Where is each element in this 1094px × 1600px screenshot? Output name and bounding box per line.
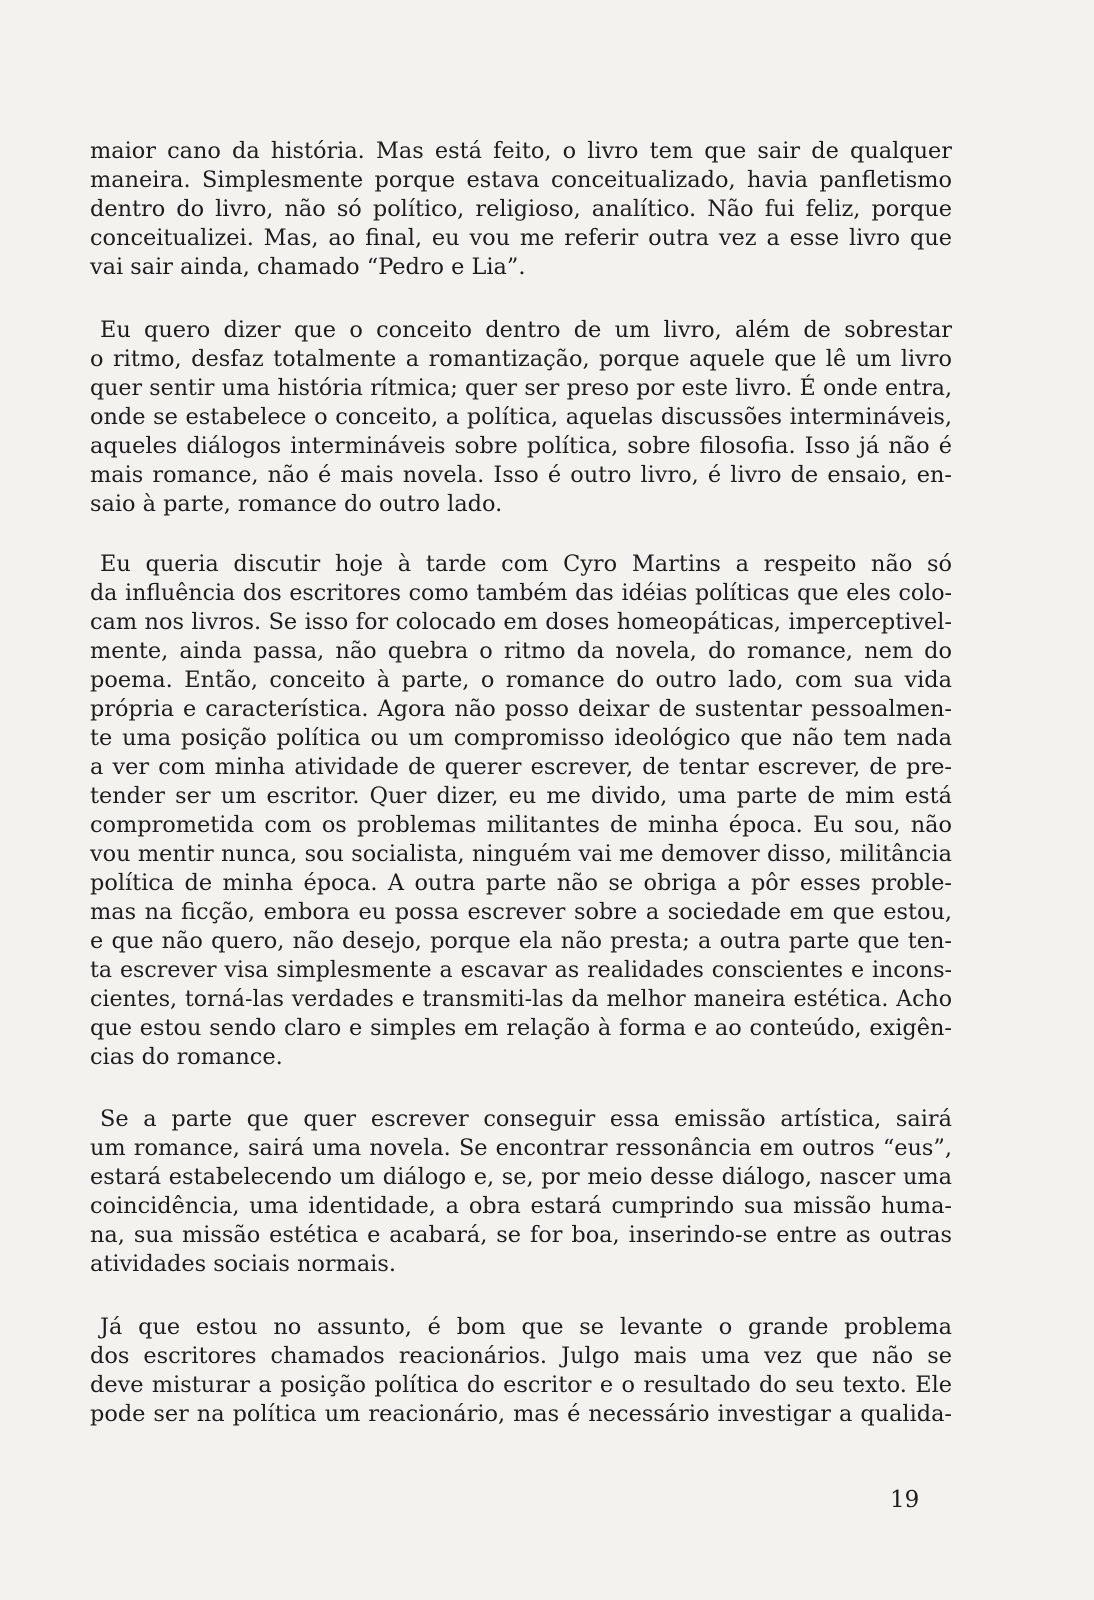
text-line: dos escritores chamados reacionários. Julgo mais uma vez que não se <box>90 1343 952 1369</box>
text-line: e que não quero, não desejo, porque ela não presta; a outra parte que ten- <box>90 928 952 954</box>
text-line: deve misturar a posição política do escritor e o resultado do seu texto. Ele <box>90 1372 952 1398</box>
text-line: vou mentir nunca, sou socialista, ninguém vai me demover disso, militância <box>90 841 952 867</box>
text-line: quer sentir uma história rítmica; quer ser preso por este livro. É onde entra, <box>90 375 952 401</box>
text-line: poema. Então, conceito à parte, o romance do outro lado, com sua vida <box>90 667 952 693</box>
text-line: Se a parte que quer escrever conseguir essa emissão artística, sairá <box>100 1106 952 1132</box>
text-line: vai sair ainda, chamado “Pedro e Lia”. <box>90 254 526 280</box>
text-line: que estou sendo claro e simples em relação à forma e ao conteúdo, exigên- <box>90 1015 952 1041</box>
paragraph-2 <box>90 316 952 519</box>
text-line: a ver com minha atividade de querer escrever, de tentar escrever, de pre- <box>90 754 952 780</box>
text-line: Eu quero dizer que o conceito dentro de um livro, além de sobrestar <box>100 317 952 343</box>
text-line: conceitualizei. Mas, ao final, eu vou me referir outra vez a esse livro que <box>90 225 952 251</box>
text-line: aqueles diálogos intermináveis sobre política, sobre filosofia. Isso já não é <box>90 433 952 459</box>
text-line: comprometida com os problemas militantes de minha época. Eu sou, não <box>90 812 952 838</box>
text-line: pode ser na política um reacionário, mas é necessário investigar a qualida- <box>90 1401 952 1427</box>
paragraph-5 <box>90 1313 952 1429</box>
page-number: 19 <box>890 1487 920 1513</box>
text-line: na, sua missão estética e acabará, se for boa, inserindo-se entre as outras <box>90 1222 952 1248</box>
text-line: maneira. Simplesmente porque estava conceitualizado, havia panfletismo <box>90 167 952 193</box>
text-line: tender ser um escritor. Quer dizer, eu me divido, uma parte de mim está <box>90 783 952 809</box>
text-line: cientes, torná-las verdades e transmiti-las da melhor maneira estética. Acho <box>90 986 952 1012</box>
text-line: ta escrever visa simplesmente a escavar as realidades conscientes e incons- <box>90 957 952 983</box>
paragraph-3 <box>90 550 952 1072</box>
text-line: te uma posição política ou um compromisso ideológico que não tem nada <box>90 725 952 751</box>
text-line: política de minha época. A outra parte não se obriga a pôr esses proble- <box>90 870 952 896</box>
text-line: onde se estabelece o conceito, a política, aquelas discussões intermináveis, <box>90 404 952 430</box>
text-line: mente, ainda passa, não quebra o ritmo da novela, do romance, nem do <box>90 638 952 664</box>
text-line: o ritmo, desfaz totalmente a romantização, porque aquele que lê um livro <box>90 346 952 372</box>
text-line: mais romance, não é mais novela. Isso é outro livro, é livro de ensaio, en- <box>90 462 952 488</box>
text-line: atividades sociais normais. <box>90 1251 396 1277</box>
text-line: coincidência, uma identidade, a obra estará cumprindo sua missão huma- <box>90 1193 952 1219</box>
text-line: cias do romance. <box>90 1044 283 1070</box>
text-line: saio à parte, romance do outro lado. <box>90 491 503 517</box>
text-line: Eu queria discutir hoje à tarde com Cyro Martins a respeito não só <box>100 551 952 577</box>
text-line: Já que estou no assunto, é bom que se levante o grande problema <box>100 1314 952 1340</box>
text-line: maior cano da história. Mas está feito, o livro tem que sair de qualquer <box>90 138 952 164</box>
text-line: um romance, sairá uma novela. Se encontrar ressonância em outros “eus”, <box>90 1135 952 1161</box>
text-line: cam nos livros. Se isso for colocado em doses homeopáticas, imperceptivel- <box>90 609 952 635</box>
text-line: própria e característica. Agora não posso deixar de sustentar pessoalmen- <box>90 696 952 722</box>
text-line: estará estabelecendo um diálogo e, se, por meio desse diálogo, nascer uma <box>90 1164 952 1190</box>
text-line: da influência dos escritores como também das idéias políticas que eles colo- <box>90 580 952 606</box>
text-line: dentro do livro, não só político, religioso, analítico. Não fui feliz, porque <box>90 196 952 222</box>
paragraph-1 <box>90 137 952 282</box>
text-line: mas na ficção, embora eu possa escrever sobre a sociedade em que estou, <box>90 899 952 925</box>
paragraph-4 <box>90 1105 952 1279</box>
